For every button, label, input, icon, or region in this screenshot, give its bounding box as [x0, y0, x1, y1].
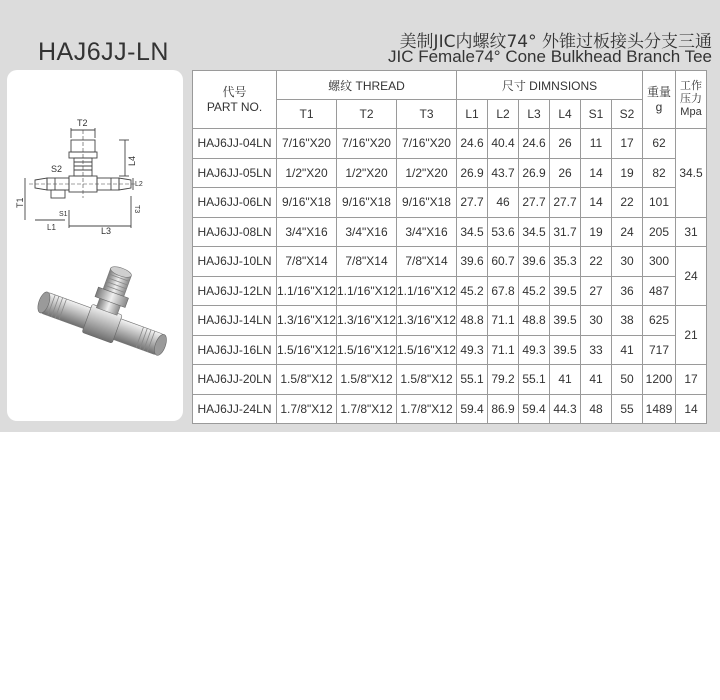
cell-s1: 11 — [581, 129, 612, 159]
cell-l4: 39.5 — [550, 306, 581, 336]
cell-s2: 19 — [612, 158, 643, 188]
cell-w: 62 — [643, 129, 676, 159]
cell-l1: 34.5 — [457, 217, 488, 247]
cell-s2: 41 — [612, 335, 643, 365]
cell-s1: 14 — [581, 188, 612, 218]
table-row — [193, 365, 707, 395]
cell-s2: 38 — [612, 306, 643, 336]
cell-t3: 3/4"X16 — [397, 217, 457, 247]
header-l2: L2 — [488, 100, 519, 129]
cell-s2: 22 — [612, 188, 643, 218]
cell-t2: 1/2"X20 — [337, 158, 397, 188]
cell-l3: 27.7 — [519, 188, 550, 218]
cell-s2: 36 — [612, 276, 643, 306]
cell-t3: 1/2"X20 — [397, 158, 457, 188]
cell-t3: 7/16"X20 — [397, 129, 457, 159]
cell-t2: 1.3/16"X12 — [337, 306, 397, 336]
model-title: HAJ6JJ-LN — [38, 38, 169, 66]
cell-l4: 26 — [550, 158, 581, 188]
cell-t1: 3/4"X16 — [277, 217, 337, 247]
cell-t2: 1.7/8"X12 — [337, 394, 397, 424]
cell-t3: 1.5/8"X12 — [397, 365, 457, 395]
table-row — [193, 217, 707, 247]
cell-t1: 1.7/8"X12 — [277, 394, 337, 424]
cell-part-no: HAJ6JJ-10LN — [193, 247, 277, 277]
cell-pressure: 21 — [676, 306, 707, 365]
cell-s2: 30 — [612, 247, 643, 277]
title-english: JIC Female74° Cone Bulkhead Branch Tee — [387, 47, 712, 66]
label-s1: S1 — [59, 211, 68, 218]
cell-l3: 24.6 — [519, 129, 550, 159]
cell-s2: 55 — [612, 394, 643, 424]
cell-t2: 7/8"X14 — [337, 247, 397, 277]
label-t3: T3 — [133, 205, 140, 214]
cell-l3: 55.1 — [519, 365, 550, 395]
header-thread: 螺纹 THREAD — [277, 71, 457, 100]
cell-w: 101 — [643, 188, 676, 218]
cell-pressure: 24 — [676, 247, 707, 306]
cell-s1: 14 — [581, 158, 612, 188]
cell-l1: 55.1 — [457, 365, 488, 395]
cell-t1: 1.1/16"X12 — [277, 276, 337, 306]
cell-t2: 3/4"X16 — [337, 217, 397, 247]
cell-l4: 31.7 — [550, 217, 581, 247]
label-s2: S2 — [51, 164, 63, 174]
cell-l3: 48.8 — [519, 306, 550, 336]
cell-l2: 71.1 — [488, 335, 519, 365]
header-l1: L1 — [457, 100, 488, 129]
cell-l2: 53.6 — [488, 217, 519, 247]
label-l3: L3 — [101, 226, 112, 236]
cell-l1: 45.2 — [457, 276, 488, 306]
cell-l2: 43.7 — [488, 158, 519, 188]
cell-s1: 27 — [581, 276, 612, 306]
cell-t3: 1.5/16"X12 — [397, 335, 457, 365]
cell-w: 487 — [643, 276, 676, 306]
cell-l3: 49.3 — [519, 335, 550, 365]
cell-l2: 46 — [488, 188, 519, 218]
header-pressure: 工作 压力 Mpa — [676, 71, 707, 129]
table-row — [193, 276, 707, 306]
header-weight: 重量 g — [643, 71, 676, 129]
cell-l4: 26 — [550, 129, 581, 159]
cell-part-no: HAJ6JJ-24LN — [193, 394, 277, 424]
title-chinese: 美制JIC内螺纹74° 外锥过板接头分支三通 — [399, 32, 712, 52]
cell-t3: 9/16"X18 — [397, 188, 457, 218]
cell-t2: 1.1/16"X12 — [337, 276, 397, 306]
cell-part-no: HAJ6JJ-04LN — [193, 129, 277, 159]
header-s1: S1 — [581, 100, 612, 129]
label-l2: L2 — [135, 181, 143, 188]
cell-l1: 24.6 — [457, 129, 488, 159]
cell-part-no: HAJ6JJ-20LN — [193, 365, 277, 395]
header-s2: S2 — [612, 100, 643, 129]
cell-l1: 26.9 — [457, 158, 488, 188]
cell-w: 300 — [643, 247, 676, 277]
table-row — [193, 306, 707, 336]
header-part-no: 代号 PART NO. — [193, 71, 277, 129]
cell-w: 717 — [643, 335, 676, 365]
cell-pressure: 34.5 — [676, 129, 707, 218]
table-row — [193, 394, 707, 424]
table-row — [193, 188, 707, 218]
cell-l2: 60.7 — [488, 247, 519, 277]
cell-l4: 41 — [550, 365, 581, 395]
product-image-box — [7, 70, 183, 421]
cell-s1: 30 — [581, 306, 612, 336]
cell-s2: 50 — [612, 365, 643, 395]
cell-t2: 1.5/8"X12 — [337, 365, 397, 395]
cell-l2: 86.9 — [488, 394, 519, 424]
cell-l1: 49.3 — [457, 335, 488, 365]
cell-w: 1489 — [643, 394, 676, 424]
cell-s1: 22 — [581, 247, 612, 277]
cell-l3: 26.9 — [519, 158, 550, 188]
cell-t2: 1.5/16"X12 — [337, 335, 397, 365]
cell-l4: 35.3 — [550, 247, 581, 277]
cell-t1: 1.5/8"X12 — [277, 365, 337, 395]
cell-l3: 34.5 — [519, 217, 550, 247]
cell-l3: 39.6 — [519, 247, 550, 277]
cell-s1: 41 — [581, 365, 612, 395]
cell-l1: 27.7 — [457, 188, 488, 218]
table-row — [193, 158, 707, 188]
table-row — [193, 129, 707, 159]
cell-pressure: 17 — [676, 365, 707, 395]
cell-l2: 40.4 — [488, 129, 519, 159]
technical-drawing — [7, 70, 183, 421]
header-t1: T1 — [277, 100, 337, 129]
cell-part-no: HAJ6JJ-05LN — [193, 158, 277, 188]
cell-l4: 27.7 — [550, 188, 581, 218]
label-l1: L1 — [47, 223, 56, 232]
cell-pressure: 31 — [676, 217, 707, 247]
cell-l2: 79.2 — [488, 365, 519, 395]
spec-table — [192, 70, 707, 424]
cell-l1: 59.4 — [457, 394, 488, 424]
cell-part-no: HAJ6JJ-14LN — [193, 306, 277, 336]
cell-l4: 39.5 — [550, 276, 581, 306]
cell-l1: 48.8 — [457, 306, 488, 336]
cell-t1: 1.3/16"X12 — [277, 306, 337, 336]
header-t3: T3 — [397, 100, 457, 129]
cell-s2: 17 — [612, 129, 643, 159]
fitting-render — [34, 245, 183, 360]
cell-l4: 44.3 — [550, 394, 581, 424]
cell-l2: 71.1 — [488, 306, 519, 336]
label-t1: T1 — [15, 197, 25, 208]
cell-w: 1200 — [643, 365, 676, 395]
cell-part-no: HAJ6JJ-16LN — [193, 335, 277, 365]
table-row — [193, 247, 707, 277]
cell-t1: 7/16"X20 — [277, 129, 337, 159]
header-l3: L3 — [519, 100, 550, 129]
cell-l4: 39.5 — [550, 335, 581, 365]
cell-s1: 19 — [581, 217, 612, 247]
cell-part-no: HAJ6JJ-12LN — [193, 276, 277, 306]
label-l4: L4 — [127, 155, 137, 166]
header-l4: L4 — [550, 100, 581, 129]
cell-w: 625 — [643, 306, 676, 336]
cell-t1: 1/2"X20 — [277, 158, 337, 188]
cell-part-no: HAJ6JJ-06LN — [193, 188, 277, 218]
cell-s1: 48 — [581, 394, 612, 424]
cell-t3: 1.7/8"X12 — [397, 394, 457, 424]
cell-t3: 1.1/16"X12 — [397, 276, 457, 306]
cell-l2: 67.8 — [488, 276, 519, 306]
cell-w: 205 — [643, 217, 676, 247]
cell-l1: 39.6 — [457, 247, 488, 277]
header-dimensions: 尺寸 DIMNSIONS — [457, 71, 643, 100]
cell-t1: 1.5/16"X12 — [277, 335, 337, 365]
label-t2: T2 — [77, 118, 88, 128]
cell-t1: 7/8"X14 — [277, 247, 337, 277]
cell-l3: 45.2 — [519, 276, 550, 306]
cell-s1: 33 — [581, 335, 612, 365]
cell-w: 82 — [643, 158, 676, 188]
cell-part-no: HAJ6JJ-08LN — [193, 217, 277, 247]
table-row — [193, 335, 707, 365]
cell-t3: 7/8"X14 — [397, 247, 457, 277]
cell-s2: 24 — [612, 217, 643, 247]
cell-t2: 9/16"X18 — [337, 188, 397, 218]
cell-t2: 7/16"X20 — [337, 129, 397, 159]
header-t2: T2 — [337, 100, 397, 129]
cell-t3: 1.3/16"X12 — [397, 306, 457, 336]
cell-l3: 59.4 — [519, 394, 550, 424]
cell-t1: 9/16"X18 — [277, 188, 337, 218]
cell-pressure: 14 — [676, 394, 707, 424]
